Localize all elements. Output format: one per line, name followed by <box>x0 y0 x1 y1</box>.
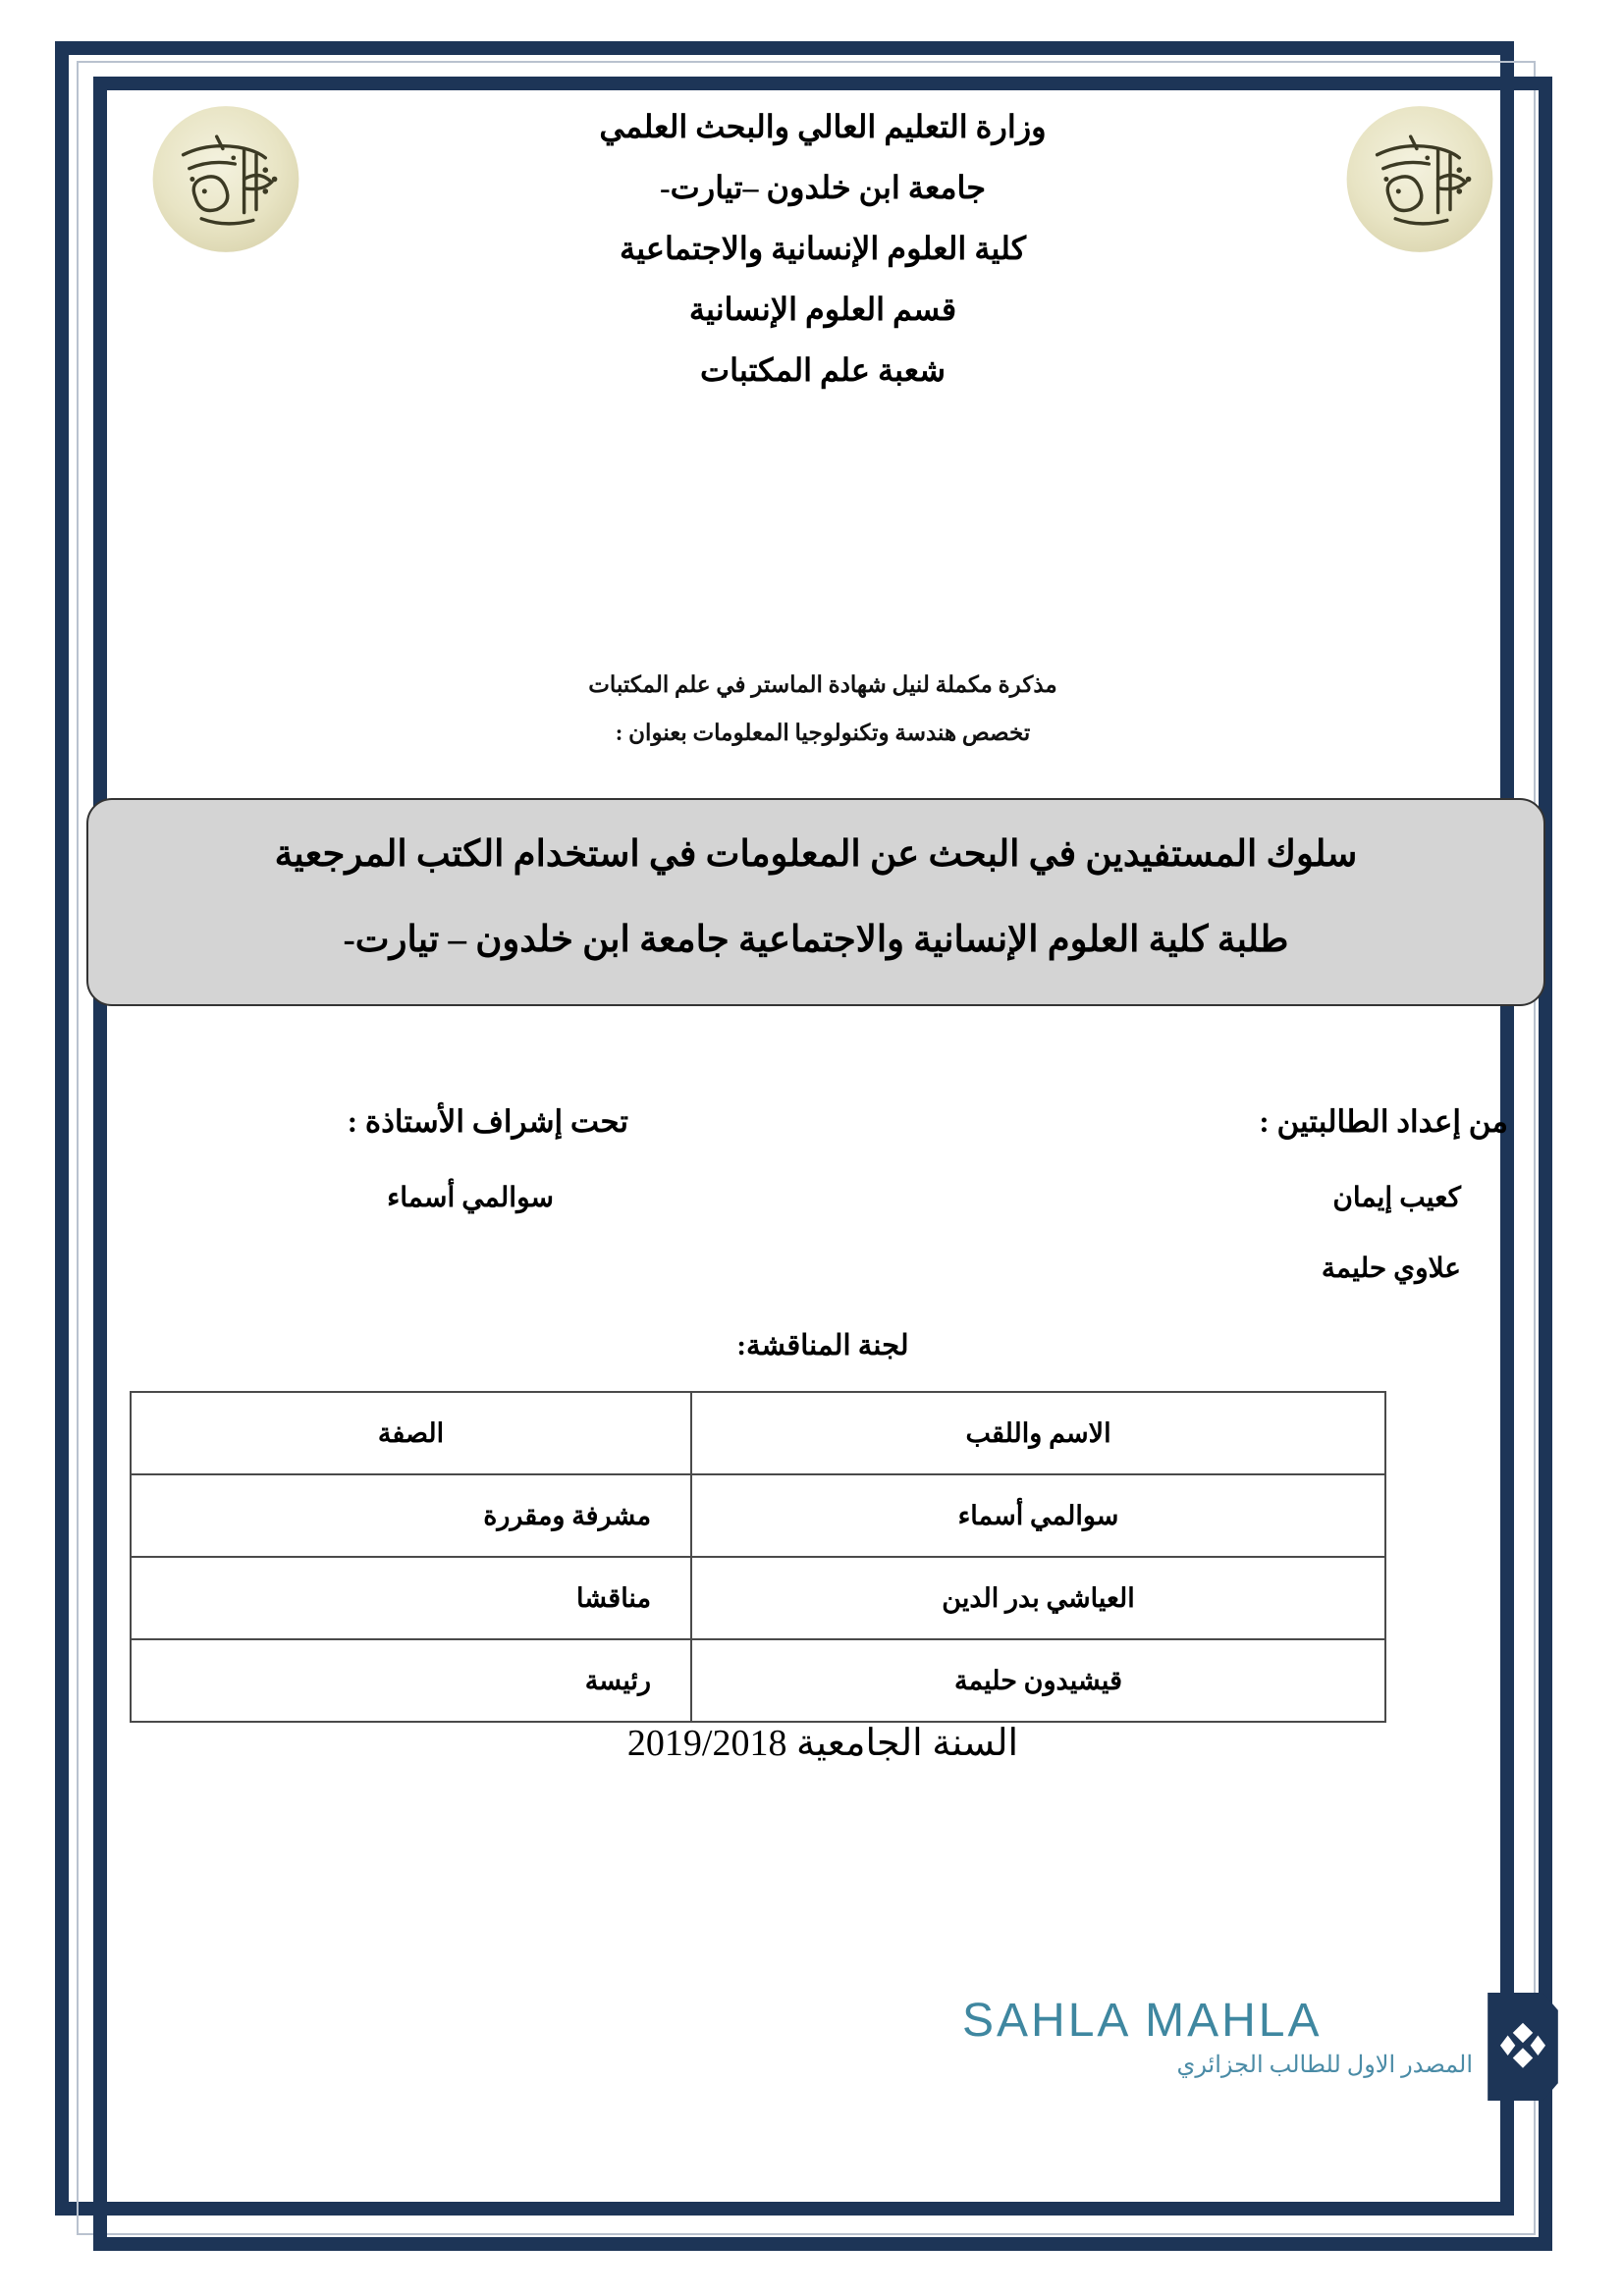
header-line-department: قسم العلوم الإنسانية <box>688 292 957 327</box>
watermark-logo-icon <box>1485 1993 1561 2101</box>
jury-name-2: العياشي بدر الدين <box>691 1557 1385 1639</box>
jury-role-3: رئيسة <box>131 1639 691 1722</box>
thesis-title-line1: سلوك المستفيدين في البحث عن المعلومات في استخدام الكتب المرجعية <box>274 834 1358 875</box>
degree-statement <box>108 672 1538 770</box>
jury-column-header-name: الاسم واللقب <box>691 1392 1385 1474</box>
thesis-title-box <box>86 798 1545 1006</box>
table-row <box>131 1639 1385 1722</box>
jury-role-2: مناقشا <box>131 1557 691 1639</box>
student-name-1: كعيب إيمان <box>1332 1183 1461 1213</box>
students-column <box>1017 1104 1508 1322</box>
jury-column-header-role: الصفة <box>131 1392 691 1474</box>
header-line-university: جامعة ابن خلدون –تيارت- <box>659 170 987 205</box>
header-line-faculty: كلية العلوم الإنسانية والاجتماعية <box>620 231 1026 266</box>
student-name-2: علاوي حليمة <box>1321 1254 1461 1284</box>
watermark-brand: SAHLA MAHLA <box>962 1995 1323 2047</box>
jury-table-header-row <box>131 1392 1385 1474</box>
supervisor-name-1: سوالمي أسماء <box>387 1183 554 1213</box>
jury-name-1: سوالمي أسماء <box>691 1474 1385 1557</box>
watermark-tagline: المصدر الاول للطالب الجزائري <box>1176 2053 1473 2078</box>
supervisor-column <box>137 1104 628 1252</box>
thesis-title-line2: طلبة كلية العلوم الإنسانية والاجتماعية جامعة ابن خلدون – تيارت- <box>343 919 1289 960</box>
table-row <box>131 1474 1385 1557</box>
table-row <box>131 1557 1385 1639</box>
jury-name-3: قيشيدون حليمة <box>691 1639 1385 1722</box>
credits-section <box>108 1104 1538 1320</box>
header-line-section: شعبة علم المكتبات <box>699 352 947 388</box>
academic-year: السنة الجامعية 2019/2018 <box>626 1723 1019 1764</box>
students-label: من إعداد الطالبتين : <box>1259 1104 1508 1139</box>
jury-heading: لجنة المناقشة: <box>736 1330 909 1362</box>
jury-role-1: مشرفة ومقررة <box>131 1474 691 1557</box>
supervisor-label: تحت إشراف الأستاذة : <box>347 1104 628 1139</box>
degree-statement-line1: مذكرة مكملة لنيل شهادة الماستر في علم المكتبات <box>588 672 1057 697</box>
degree-statement-line2: تخصص هندسة وتكنولوجيا المعلومات بعنوان : <box>615 721 1031 746</box>
header-line-ministry: وزارة التعليم العالي والبحث العلمي <box>599 109 1047 144</box>
institution-header <box>108 111 1538 415</box>
jury-table <box>130 1391 1386 1723</box>
page-content <box>108 93 1538 2238</box>
